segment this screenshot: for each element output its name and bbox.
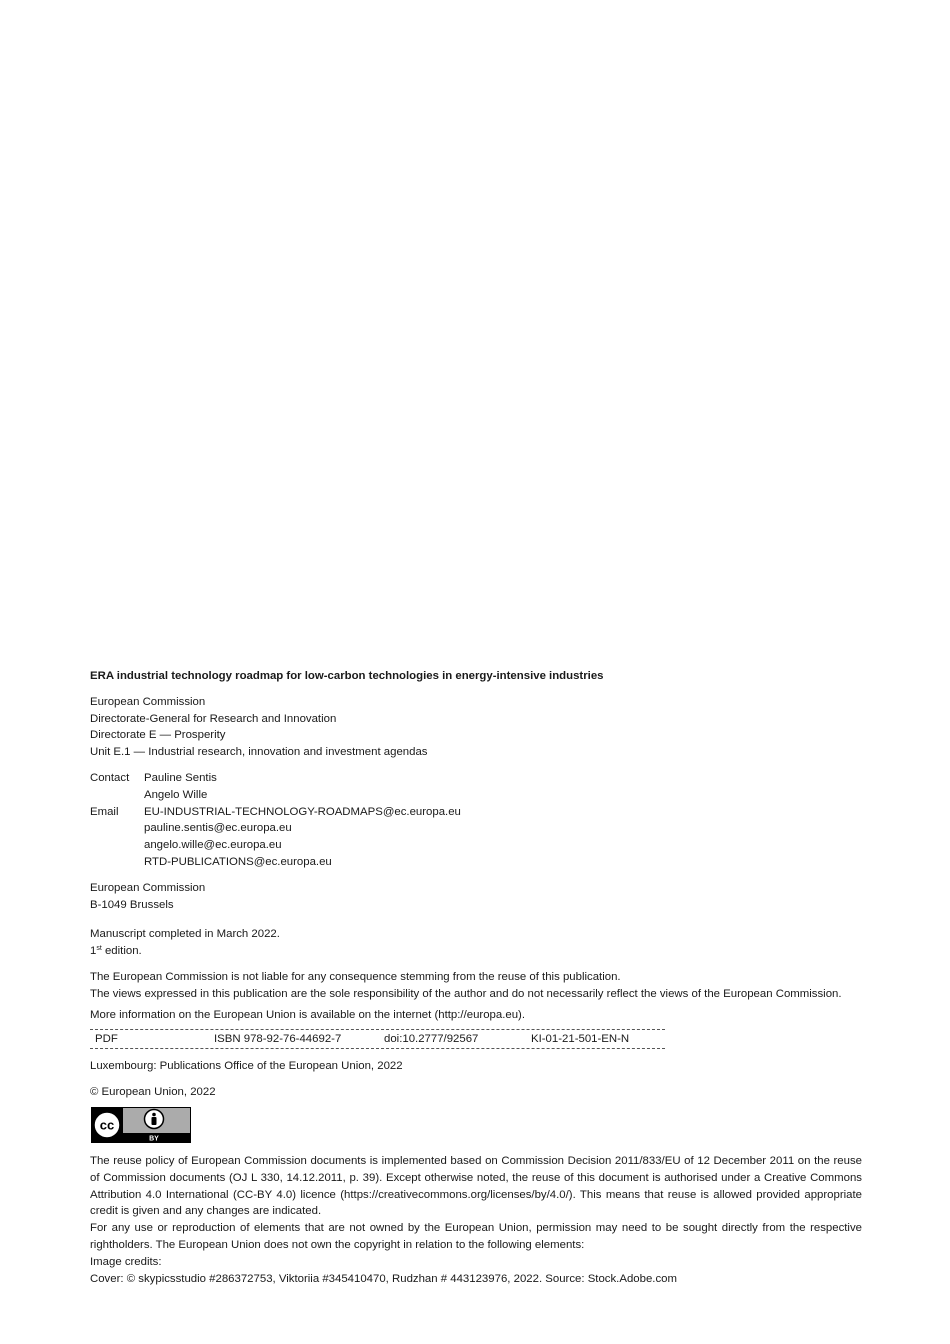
imprint-page [90, 668, 862, 1287]
manuscript-date: Manuscript completed in March 2022. [90, 928, 280, 941]
doi: doi:10.2777/92567 [384, 1032, 479, 1045]
format-label: PDF [95, 1032, 118, 1045]
contact-label: Contact [90, 771, 130, 784]
organisation-block [90, 694, 862, 761]
more-info: More information on the European Union is available on the internet (http://europa.eu). [90, 1008, 526, 1021]
cover-credits: Cover: © skypicsstudio #286372753, Viktoriia #345410470, Rudzhan # 443123976, 2022. Source: Stock.Adobe.com [90, 1272, 677, 1285]
contact-row [90, 770, 862, 804]
email-address[interactable]: EU-INDUSTRIAL-TECHNOLOGY-ROADMAPS@ec.europa.eu [144, 805, 461, 818]
organisation-line: Directorate-General for Research and Innovation [90, 712, 337, 725]
address-line: European Commission [90, 881, 206, 894]
organisation-line: European Commission [90, 695, 206, 708]
cc-by-licence-icon [91, 1107, 191, 1143]
publication-identifiers [90, 1029, 665, 1049]
edition-text: edition. [101, 945, 142, 958]
catalogue-number: KI-01-21-501-EN-N [531, 1032, 630, 1045]
disclaimer-line: The views expressed in this publication are the sole responsibility of the author and do not necessarily reflect the views of the European Commission. [90, 987, 842, 1000]
organisation-line: Directorate E — Prosperity [90, 729, 226, 742]
address-block [90, 880, 862, 914]
cc-symbol: cc [99, 1117, 115, 1133]
address-line: B-1049 Brussels [90, 898, 174, 911]
copyright: © European Union, 2022 [90, 1086, 216, 1099]
email-address[interactable]: pauline.sentis@ec.europa.eu [144, 822, 292, 835]
image-credits-label: Image credits: [90, 1255, 162, 1268]
reuse-policy: The reuse policy of European Commission documents is implemented based on Commission Decision 2011/833/EU of 12 December 2011 on the reuse of Commission documents (OJ L 330, 14.12.2011, p. 39). Except otherwise noted, the reuse of this document is authorised under a Creative Commons Attribution 4.0 International (CC-BY 4.0) licence (https://creativecommons.org/licenses/by/4.0/). This means that reuse is allowed provided appropriate credit is given and any changes are indicated. [90, 1154, 862, 1218]
email-address[interactable]: angelo.wille@ec.europa.eu [144, 839, 282, 852]
email-address[interactable]: RTD-PUBLICATIONS@ec.europa.eu [144, 855, 332, 868]
edition-number: 1 [90, 945, 97, 958]
publisher: Luxembourg: Publications Office of the European Union, 2022 [90, 1060, 403, 1073]
manuscript-block [90, 926, 862, 960]
organisation-line: Unit E.1 — Industrial research, innovation and investment agendas [90, 746, 428, 759]
contact-name: Angelo Wille [144, 788, 208, 801]
email-label: Email [90, 805, 119, 818]
by-symbol: BY [149, 1135, 159, 1143]
third-party-notice: For any use or reproduction of elements that are not owned by the European Union, permission may need to be sought directly from the respective rightholders. The European Union does not own the copyright in relation to the following elements: [90, 1222, 862, 1251]
disclaimer-block [90, 969, 862, 1003]
edition-suffix: st [96, 945, 102, 953]
publication-title: ERA industrial technology roadmap for low-carbon technologies in energy-intensive industries [90, 670, 604, 682]
contact-name: Pauline Sentis [144, 771, 217, 784]
email-row [90, 804, 862, 871]
isbn: ISBN 978-92-76-44692-7 [214, 1032, 342, 1045]
disclaimer-line: The European Commission is not liable for any consequence stemming from the reuse of this publication. [90, 970, 621, 983]
edition [90, 943, 862, 960]
contact-block [90, 770, 862, 871]
